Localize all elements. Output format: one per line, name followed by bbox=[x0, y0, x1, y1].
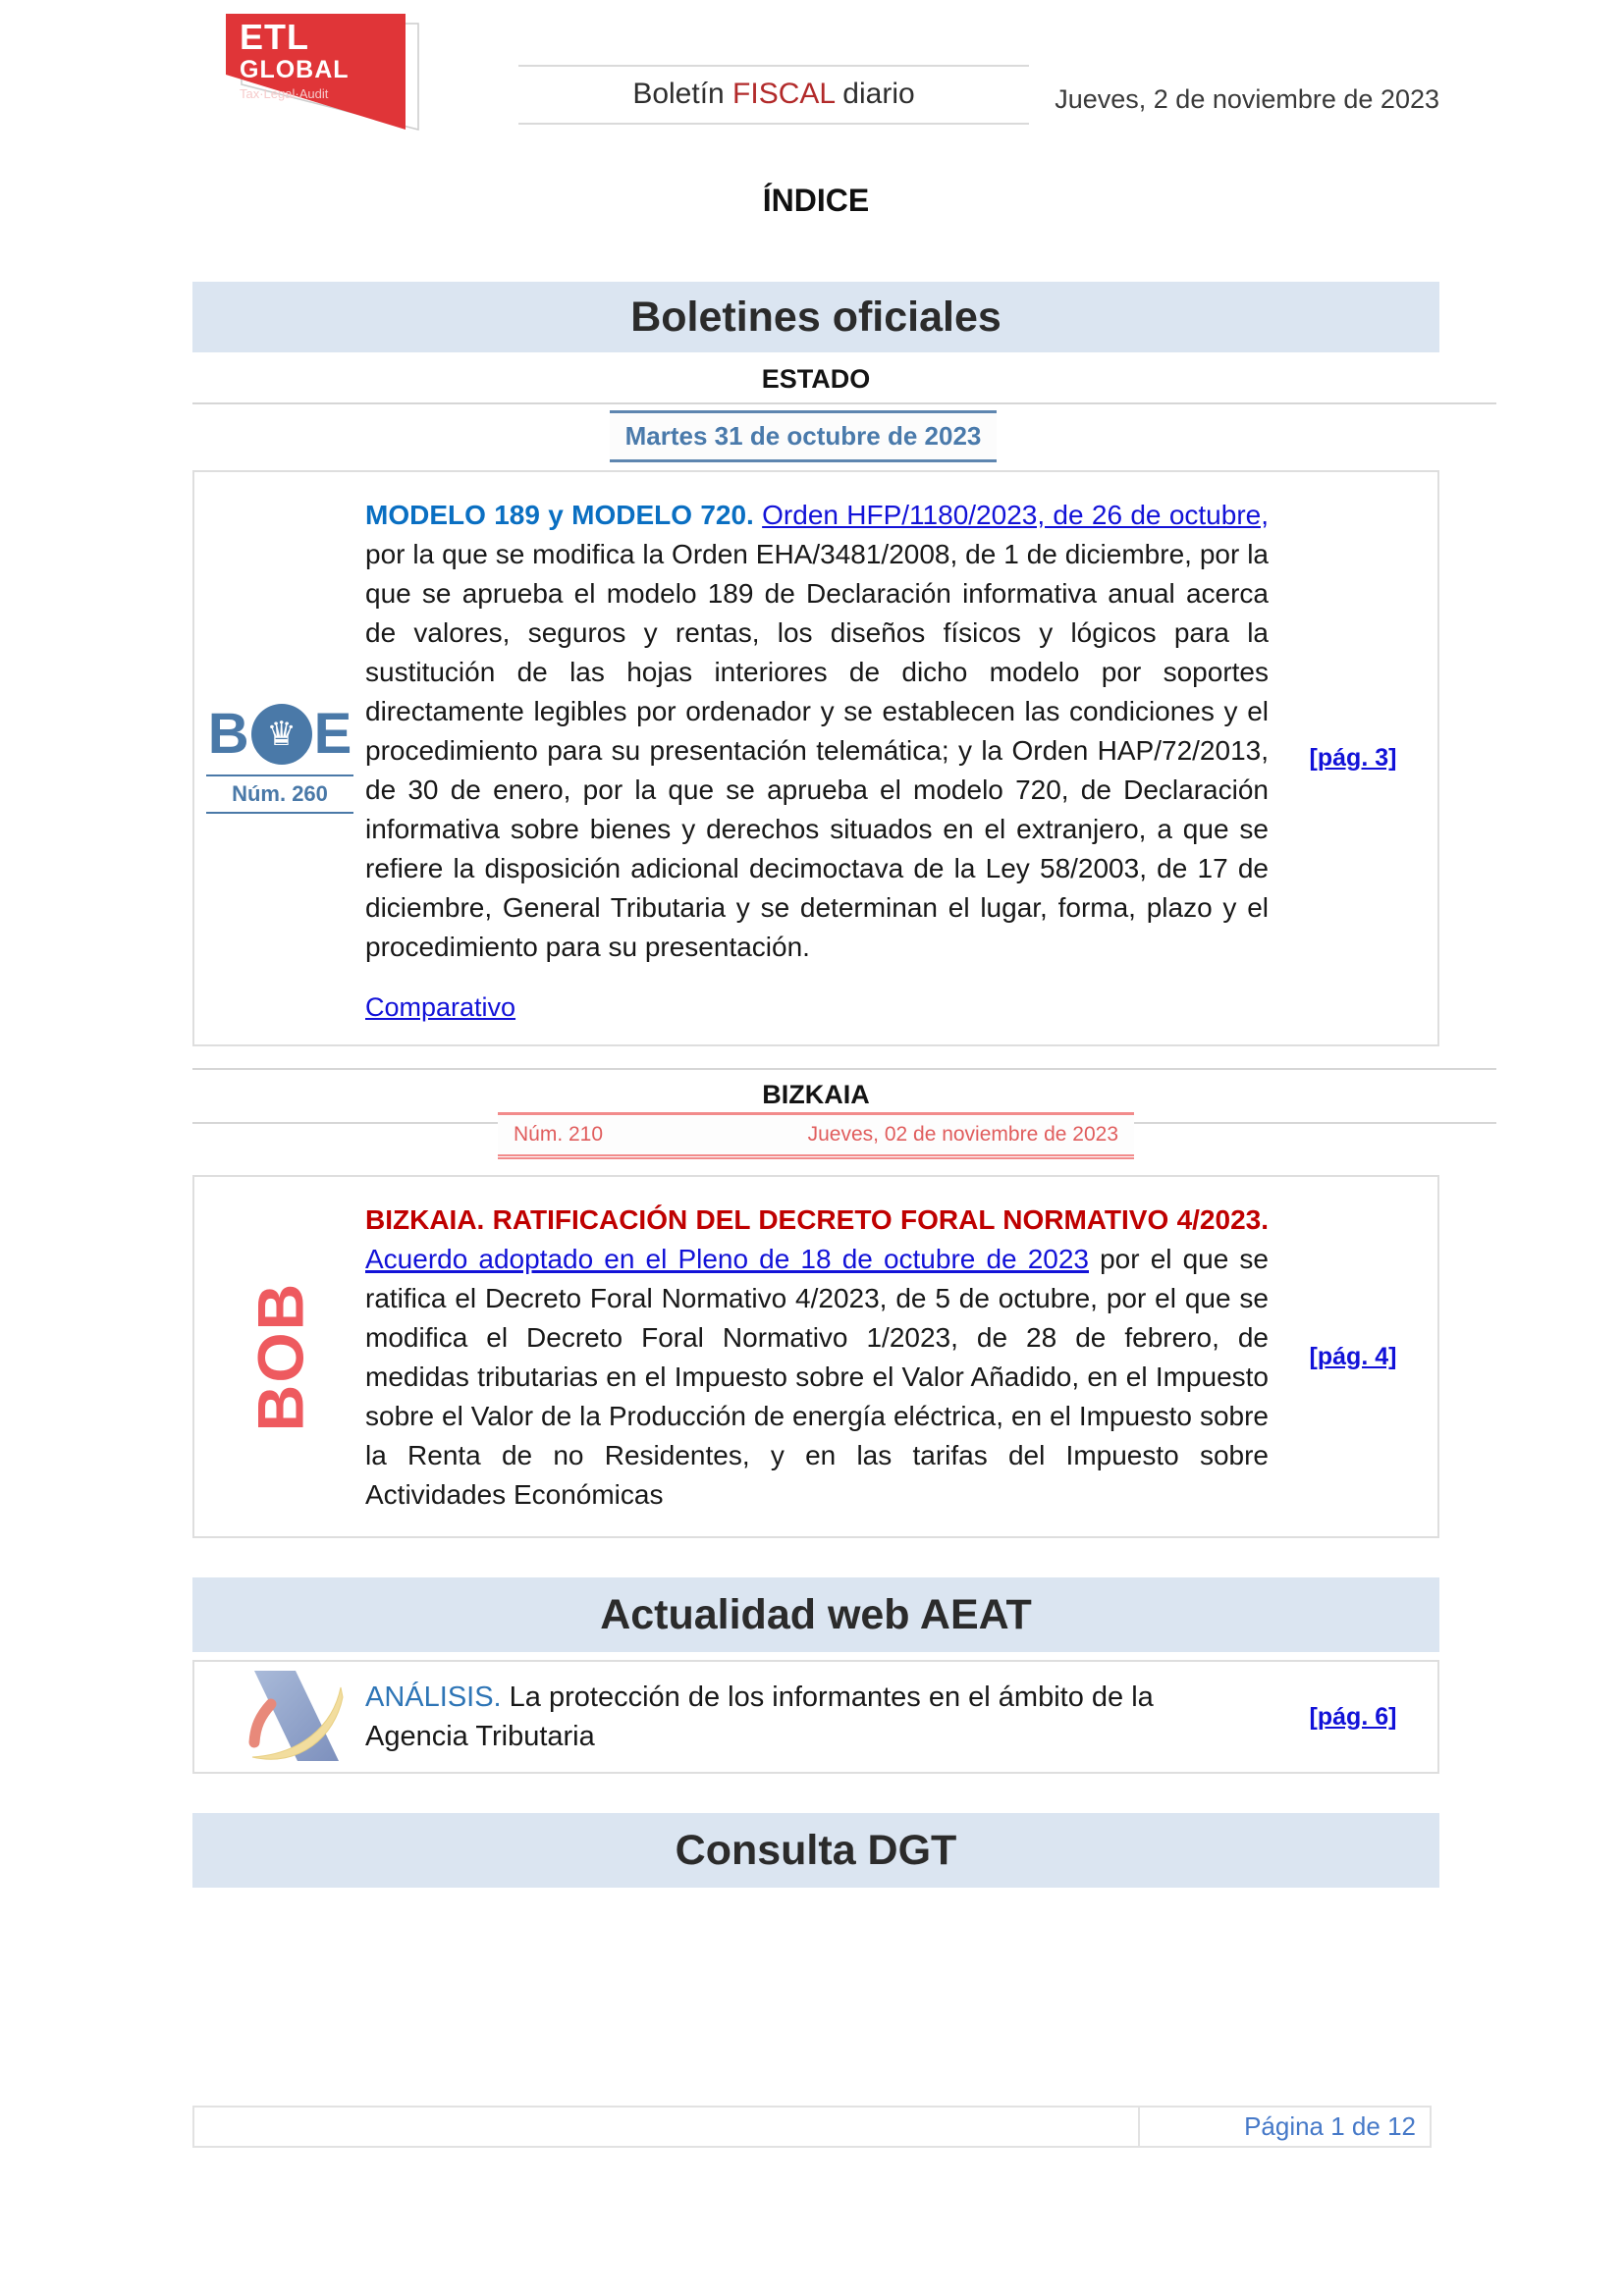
aeat-entry-body: La protección de los informantes en el ámbito de la Agencia Tributaria bbox=[365, 1682, 1154, 1752]
footer-empty-cell bbox=[194, 2108, 1138, 2146]
etl-logo-text bbox=[240, 17, 350, 101]
aeat-page-ref-column bbox=[1269, 1662, 1437, 1772]
bob-page-ref-column bbox=[1269, 1177, 1437, 1536]
boe-letter-b: B bbox=[207, 701, 249, 766]
footer-bar bbox=[192, 2106, 1432, 2148]
aeat-logo bbox=[215, 1668, 345, 1766]
boe-icon-column bbox=[194, 472, 365, 1044]
section-banner-actualidad-aeat bbox=[192, 1577, 1439, 1652]
bizkaia-date-badge bbox=[498, 1112, 1134, 1159]
boe-entry-card bbox=[192, 470, 1439, 1046]
boe-entry-lead: MODELO 189 y MODELO 720. bbox=[365, 500, 763, 530]
boe-number: Núm. 260 bbox=[206, 774, 353, 814]
bulletin-title-accent: FISCAL bbox=[732, 78, 835, 110]
bob-entry-text-column bbox=[365, 1177, 1269, 1536]
bob-icon-column bbox=[194, 1177, 365, 1536]
section-banner-consulta-dgt bbox=[192, 1813, 1439, 1888]
aeat-icon-column bbox=[194, 1662, 365, 1772]
comparativo-link[interactable]: Comparativo bbox=[365, 992, 516, 1022]
index-title: ÍNDICE bbox=[762, 183, 870, 218]
banner-label: Actualidad web AEAT bbox=[600, 1590, 1032, 1638]
subsection-bizkaia: BIZKAIA bbox=[762, 1080, 870, 1109]
bulletin-title-suffix: diario bbox=[834, 78, 915, 110]
document-page bbox=[192, 0, 1439, 2141]
bulletin-title-prefix: Boletín bbox=[632, 78, 733, 110]
header bbox=[192, 0, 1439, 157]
orden-hfp-link[interactable]: Orden HFP/1180/2023, de 26 de octubre, bbox=[762, 500, 1269, 530]
bulletin-title bbox=[518, 65, 1029, 125]
bob-entry-lead: BIZKAIA. RATIFICACIÓN DEL DECRETO FORAL NORMATIVO 4/2023. bbox=[365, 1204, 1269, 1235]
etl-logo-line2: GLOBAL bbox=[240, 56, 350, 83]
pag-3-link[interactable]: [pág. 3] bbox=[1309, 744, 1397, 772]
divider bbox=[192, 402, 1496, 404]
aeat-entry-text-column bbox=[365, 1662, 1269, 1772]
bob-entry-body: por el que se ratifica el Decreto Foral Normativo 4/2023, de 5 de octubre, por el que se modifica el Decreto Foral Normativo 1/2023, de 28 de febrero, de medidas tributarias en el Impuesto sobre el Valor Añadido, en el Impuesto sobre el Valor de la Producción de energía eléctrica, en el Impuesto sobre la Renta de no Residentes, y en las tarifas del Impuesto sobre Actividades Económicas bbox=[365, 1244, 1269, 1510]
section-banner-boletines-oficiales bbox=[192, 282, 1439, 352]
estado-date-badge: Martes 31 de octubre de 2023 bbox=[610, 410, 997, 462]
etl-logo-tagline: Tax·Legal·Audit bbox=[240, 86, 329, 101]
subsection-estado: ESTADO bbox=[761, 364, 871, 394]
banner-label: Boletines oficiales bbox=[630, 293, 1001, 341]
boe-entry-paragraph bbox=[365, 496, 1269, 967]
etl-global-logo bbox=[226, 12, 422, 149]
boe-wordmark bbox=[201, 701, 358, 766]
banner-label: Consulta DGT bbox=[675, 1826, 957, 1874]
boe-entry-body: por la que se modifica la Orden EHA/3481/2008, de 1 de diciembre, por la que se aprueba el modelo 189 de Declaración informativa anual acerca de valores, seguros y rentas, los diseños físicos y lógicos para la sustitución de las hojas interiores de dicho modelo por soportes directamente legibles por ordenador y se establecen las condiciones y el procedimiento para su presentación telemática; y la Orden HAP/72/2013, de 30 de enero, por la que se aprueba el modelo 720, de Declaración informativa sobre bienes y derechos situados en el extranjero, a que se refiere la disposición adicional decimoctava de la Ley 58/2003, de 17 de diciembre, General Tributaria y se determinan el lugar, forma, plazo y el procedimiento para su presentación. bbox=[365, 539, 1269, 962]
crest-icon: ♛ bbox=[251, 704, 312, 765]
pag-4-link[interactable]: [pág. 4] bbox=[1309, 1342, 1397, 1370]
page-number: Página 1 de 12 bbox=[1138, 2108, 1430, 2146]
boe-entry-text-column bbox=[365, 472, 1269, 1044]
aeat-entry-lead: ANÁLISIS. bbox=[365, 1682, 510, 1713]
boe-logo bbox=[201, 701, 358, 814]
bob-entry-card bbox=[192, 1175, 1439, 1538]
aeat-entry-card bbox=[192, 1660, 1439, 1774]
pag-6-link[interactable]: [pág. 6] bbox=[1309, 1702, 1397, 1731]
boe-page-ref-column bbox=[1269, 472, 1437, 1044]
acuerdo-pleno-link[interactable]: Acuerdo adoptado en el Pleno de 18 de octubre de 2023 bbox=[365, 1244, 1089, 1274]
bob-entry-paragraph bbox=[365, 1201, 1269, 1515]
etl-logo-line1: ETL bbox=[240, 17, 309, 57]
boe-letter-e: E bbox=[313, 701, 352, 766]
bob-logo: BOB bbox=[243, 1281, 316, 1432]
header-date: Jueves, 2 de noviembre de 2023 bbox=[1055, 84, 1439, 114]
bizkaia-date: Jueves, 02 de noviembre de 2023 bbox=[807, 1123, 1118, 1146]
bizkaia-num: Núm. 210 bbox=[514, 1123, 604, 1146]
divider bbox=[192, 1068, 1496, 1070]
